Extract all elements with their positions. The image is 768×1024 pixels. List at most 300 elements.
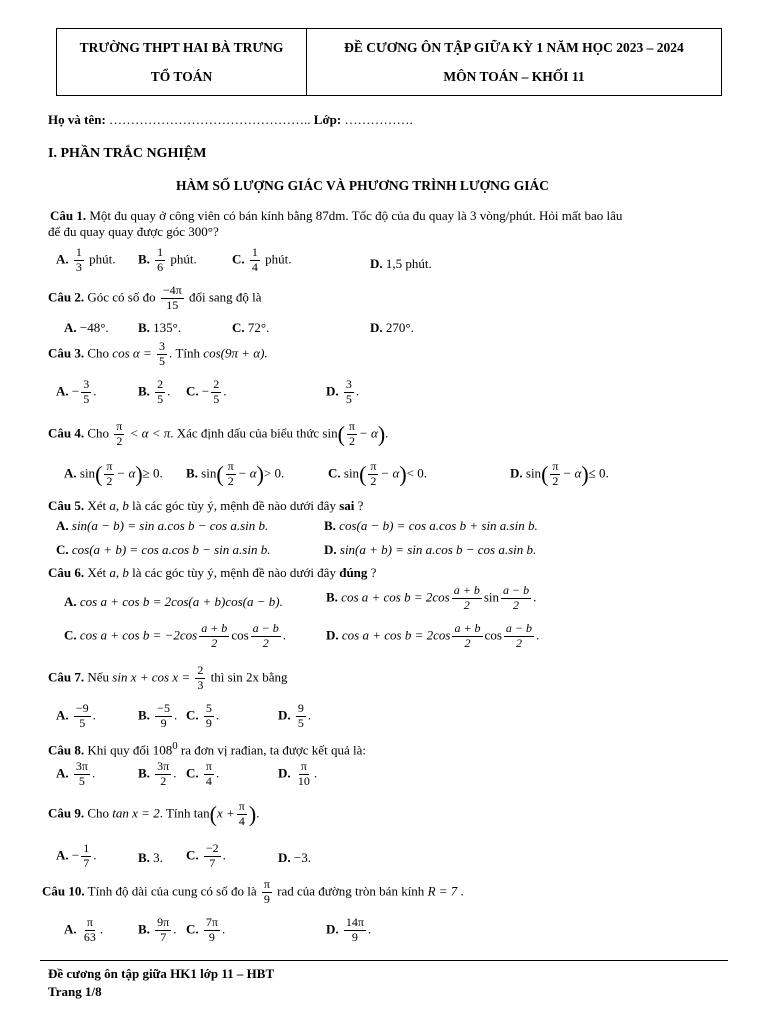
q8-option-b (138, 760, 176, 789)
option-letter: D. (326, 921, 339, 937)
denominator: 9 (205, 715, 212, 730)
fraction (74, 760, 90, 789)
q3-expr: cos α = (112, 345, 152, 361)
denominator: 4 (251, 259, 258, 274)
q8-option-c (186, 760, 219, 789)
q10-option-b (138, 916, 176, 945)
class-label: Lớp: (313, 112, 342, 127)
denominator: 5 (345, 391, 352, 406)
denominator: 15 (166, 297, 179, 312)
option-letter: B. (186, 465, 198, 481)
q5-option-c (56, 542, 270, 558)
q4-option-c: C. sin( $\frac{\pi}{2}$ − α)< 0. (328, 459, 427, 488)
option-text: −3. (293, 850, 311, 865)
fraction (82, 916, 98, 945)
q8-text: Khi quy đổi (87, 742, 150, 758)
dot: . (93, 383, 97, 399)
option-text: cos (484, 627, 502, 643)
q7-text: Nếu (87, 669, 110, 685)
school-name: TRƯỜNG THPT HAI BÀ TRƯNG (79, 39, 284, 55)
q8-option-d (278, 760, 317, 789)
numerator: 1 (157, 245, 164, 259)
q3-text: Cho (87, 345, 110, 361)
sign: − (71, 383, 80, 399)
option-letter: A. (56, 765, 69, 781)
numerator: π (263, 877, 270, 891)
q2-option-d (370, 320, 414, 336)
numerator: π (552, 459, 559, 473)
q9-option-d (278, 850, 311, 866)
numerator: π (86, 915, 93, 929)
q3-option-d (326, 378, 359, 407)
q5-option-a (56, 518, 268, 534)
q10-option-c (186, 916, 225, 945)
fraction (250, 246, 260, 275)
q7-option-c (186, 702, 219, 731)
numerator: a − b (503, 583, 530, 597)
fraction (155, 378, 165, 407)
fraction (347, 420, 357, 449)
fn: sin (343, 465, 360, 481)
comparison: ≤ 0. (588, 465, 609, 481)
q2-option-b (138, 320, 181, 336)
option-letter: C. (186, 847, 199, 863)
denominator: 5 (78, 773, 85, 788)
comparison: ≥ 0. (142, 465, 163, 481)
question-2 (48, 284, 262, 313)
q5-text: Xét (87, 498, 107, 513)
fraction (195, 664, 205, 693)
fraction (452, 584, 482, 613)
numerator: −2 (205, 841, 219, 855)
denominator: 5 (213, 391, 220, 406)
option-letter: A. (56, 847, 69, 863)
q7-text2: thì sin 2x bằng (210, 669, 288, 685)
fraction (296, 702, 306, 731)
option-text: −48°. (79, 320, 109, 335)
fraction (550, 460, 560, 489)
q6-qm: ? (370, 565, 377, 580)
footer-title: Đề cương ôn tập giữa HK1 lớp 11 – HBT (48, 966, 275, 981)
option-letter: B. (138, 383, 150, 399)
q2-option-a (64, 320, 109, 336)
denominator: 9 (160, 715, 167, 730)
option-letter: A. (64, 320, 77, 335)
q6-vars: a, b (109, 565, 129, 580)
dot: . (460, 883, 464, 899)
minus-alpha: − α (237, 465, 257, 481)
topic-heading: HÀM SỐ LƯỢNG GIÁC VÀ PHƯƠNG TRÌNH LƯỢNG GIÁC (176, 178, 550, 193)
q9-text2: . Tính (159, 805, 191, 821)
numerator: π (300, 759, 307, 773)
option-text: sin (483, 589, 499, 605)
fraction (368, 460, 378, 489)
q7-option-d (278, 702, 311, 731)
q5-option-d (324, 542, 536, 558)
dot: . (313, 765, 318, 781)
q7-option-b (138, 702, 177, 731)
q3-text2: . Tính (168, 345, 201, 361)
q4-option-a: A. sin( $\frac{\pi}{2}$ − α)≥ 0. (64, 459, 163, 488)
q9-option-a (56, 842, 96, 871)
numerator: 2 (213, 377, 220, 391)
q7-option-a (56, 702, 96, 731)
denominator: 2 (116, 433, 123, 448)
denominator: 9 (263, 891, 270, 906)
q3-expr2: cos(9π + α). (203, 345, 268, 361)
denominator: 2 (106, 473, 113, 488)
option-text: cos a + cos b = 2cos (341, 589, 450, 605)
q4-text2: . Xác định dấu của biểu thức (170, 425, 320, 441)
q1-option-a (56, 246, 116, 275)
option-text: sin(a + b) = sin a.cos b − cos a.sin b. (339, 542, 537, 557)
minus-alpha: − α (358, 425, 378, 441)
option-letter: D. (326, 627, 339, 643)
minus-alpha: − α (562, 465, 582, 481)
numerator: π (227, 459, 234, 473)
denominator: 10 (297, 773, 310, 788)
fraction (74, 702, 91, 731)
q6-text2: là các góc tùy ý, mệnh đề nào dưới đây (132, 565, 336, 580)
q9-label: Câu 9. (48, 805, 85, 821)
fraction (199, 622, 229, 651)
numerator: π (205, 759, 212, 773)
dot: . (173, 921, 177, 937)
fraction (211, 378, 221, 407)
fraction (104, 460, 114, 489)
q4-option-d: D. sin( $\frac{\pi}{2}$ − α)≤ 0. (510, 459, 609, 488)
question-3 (48, 340, 268, 369)
option-letter: D. (370, 256, 383, 271)
fraction (155, 702, 172, 731)
comparison: > 0. (263, 465, 285, 481)
q1-angle: 300°? (188, 224, 219, 239)
dot: . (99, 921, 104, 937)
numerator: −4π (162, 283, 182, 297)
fraction (157, 340, 167, 369)
question-10 (42, 878, 464, 907)
question-1 (50, 208, 622, 224)
q5-emphasis: sai (339, 498, 355, 513)
numerator: 1 (251, 245, 258, 259)
numerator: π (116, 419, 123, 433)
option-letter: A. (56, 383, 69, 399)
dot: . (536, 627, 540, 643)
numerator: 3 (83, 377, 90, 391)
q10-option-a (64, 916, 103, 945)
dot: . (282, 627, 287, 643)
class-dots: ……………. (344, 112, 413, 127)
q10-expr: R = 7 (427, 883, 458, 899)
department: TỔ TOÁN (150, 68, 213, 84)
q10-text: Tính độ dài của cung có số đo là (87, 883, 257, 899)
denominator: 7 (160, 929, 167, 944)
dot: . (215, 765, 220, 781)
q2-option-c (232, 320, 269, 336)
option-letter: B. (138, 320, 150, 335)
fraction (155, 916, 171, 945)
dot: . (355, 383, 360, 399)
q10-option-d (326, 916, 371, 945)
option-letter: B. (324, 518, 336, 533)
option-letter: B. (138, 707, 150, 723)
option-letter: D. (278, 707, 291, 723)
footer-divider (40, 960, 728, 961)
q7-expr: sin x + cos x = (112, 669, 191, 685)
option-letter: C. (186, 765, 199, 781)
dot: . (307, 707, 312, 723)
option-letter: D. (324, 542, 337, 557)
q4-text: Cho (87, 425, 110, 441)
dot: . (167, 383, 171, 399)
numerator: π (106, 459, 113, 473)
dot: . (256, 805, 260, 821)
q9-fn: tan (193, 805, 210, 821)
fraction (204, 842, 221, 871)
option-text: 3. (153, 850, 163, 865)
fraction (296, 760, 312, 789)
option-text: phút. (265, 251, 292, 267)
numerator: 1 (75, 245, 82, 259)
option-letter: D. (326, 383, 339, 399)
q2-label: Câu 2. (48, 289, 85, 305)
q8-degree-sup: 0 (172, 740, 178, 752)
q3-label: Câu 3. (48, 345, 85, 361)
option-letter: D. (370, 320, 383, 335)
dot: . (221, 921, 226, 937)
denominator: 5 (297, 715, 304, 730)
dot: . (173, 765, 177, 781)
numerator: 9 (297, 701, 304, 715)
option-letter: A. (56, 518, 69, 533)
q9-option-c (186, 842, 226, 871)
q9-expr: tan x = 2 (112, 805, 160, 821)
option-letter: A. (56, 707, 69, 723)
option-letter: C. (56, 542, 69, 557)
numerator: π (238, 799, 245, 813)
option-letter: A. (64, 921, 77, 937)
option-letter: C. (232, 251, 245, 267)
fraction (81, 842, 91, 871)
q8-option-a (56, 760, 95, 789)
q1-option-c (232, 246, 292, 275)
dot: . (222, 847, 226, 863)
q8-degree: 108 (152, 742, 173, 758)
q1-text2: để đu quay quay được góc (48, 224, 186, 239)
option-text: cos a + cos b = 2cos (341, 627, 451, 643)
fn: sin (79, 465, 96, 481)
denominator: 2 (227, 473, 234, 488)
numerator: π (348, 419, 355, 433)
option-letter: B. (138, 251, 150, 267)
q3-option-a (56, 378, 96, 407)
numerator: 5 (205, 701, 212, 715)
q7-label: Câu 7. (48, 669, 85, 685)
q6-option-b (326, 584, 536, 613)
option-letter: C. (328, 465, 341, 481)
q3-option-b (138, 378, 170, 407)
option-text: cos (231, 627, 249, 643)
header-table (56, 28, 722, 96)
page-number: Trang 1/8 (48, 984, 102, 999)
numerator: 3 (345, 377, 352, 391)
section-heading: I. PHẦN TRẮC NGHIỆM (48, 146, 207, 161)
option-letter: C. (232, 320, 245, 335)
q1-option-d (370, 256, 432, 272)
numerator: π (370, 459, 377, 473)
fraction (204, 916, 220, 945)
question-6 (48, 565, 376, 581)
option-letter: C. (64, 627, 77, 643)
numerator: 3 (158, 339, 165, 353)
numerator: a + b (201, 621, 228, 635)
denominator: 2 (370, 473, 377, 488)
q8-label: Câu 8. (48, 742, 85, 758)
q8-text2: ra đơn vị rađian, ta được kết quả là: (180, 742, 366, 758)
q9-x-plus: x + (217, 805, 235, 821)
denominator: 4 (238, 813, 245, 828)
numerator: 3π (75, 759, 88, 773)
denominator: 2 (348, 433, 355, 448)
denominator: 5 (83, 391, 90, 406)
q5-text2: là các góc tùy ý, mệnh đề nào dưới đây (132, 498, 336, 513)
numerator: a + b (454, 621, 481, 635)
student-info-line (48, 112, 413, 128)
numerator: 2 (197, 663, 204, 677)
numerator: 7π (205, 915, 218, 929)
sign: − (201, 383, 210, 399)
option-letter: C. (186, 707, 199, 723)
fraction (81, 378, 91, 407)
denominator: 2 (463, 597, 470, 612)
option-text: 270°. (385, 320, 414, 335)
q10-label: Câu 10. (42, 883, 85, 899)
dot: . (215, 707, 220, 723)
option-letter: B. (326, 589, 338, 605)
option-text: cos a + cos b = −2cos (79, 627, 198, 643)
numerator: a + b (453, 583, 480, 597)
q5-label: Câu 5. (48, 498, 85, 513)
q6-emphasis: đúng (339, 565, 368, 580)
question-9: Câu 9. Cho tan x = 2. Tính tan(x + $\frac{\pi}{4}$ ). (48, 799, 260, 828)
q10-text2: rad của đường tròn bán kính (277, 883, 425, 899)
fraction (161, 284, 184, 313)
denominator: 2 (513, 597, 520, 612)
fraction (501, 584, 531, 613)
option-text: cos(a + b) = cos a.cos b − sin a.sin b. (71, 542, 271, 557)
denominator: 7 (209, 855, 216, 870)
q4-inequality: < α < π (129, 425, 171, 441)
dot: . (92, 707, 96, 723)
q9-option-b (138, 850, 163, 866)
denominator: 2 (211, 635, 218, 650)
fraction (155, 246, 165, 275)
q1-option-b (138, 246, 197, 275)
dot: . (93, 847, 97, 863)
option-text: sin(a − b) = sin a.cos b − cos a.sin b. (71, 518, 269, 533)
fn: sin (201, 465, 217, 481)
header-right-cell (307, 29, 721, 95)
name-label: Họ và tên: (48, 112, 106, 127)
q6-option-d (326, 622, 539, 651)
fraction (504, 622, 534, 651)
fraction (251, 622, 281, 651)
q6-option-a (64, 594, 283, 610)
numerator: −5 (157, 701, 170, 715)
numerator: −9 (75, 701, 89, 715)
fraction (226, 460, 236, 489)
option-text: 1,5 phút. (385, 256, 432, 271)
denominator: 2 (262, 635, 269, 650)
q2-text2: đổi sang độ là (188, 289, 262, 305)
numerator: 14π (345, 915, 364, 929)
denominator: 6 (157, 259, 164, 274)
option-text: cos(a − b) = cos a.cos b + sin a.sin b. (339, 518, 538, 533)
dot: . (367, 921, 372, 937)
option-letter: A. (56, 251, 69, 267)
fraction (204, 702, 214, 731)
option-letter: B. (138, 921, 150, 937)
header-left-cell (57, 29, 307, 95)
q6-label: Câu 6. (48, 565, 85, 580)
option-letter: B. (138, 850, 150, 865)
option-text: cos a + cos b = 2cos(a + b)cos(a − b). (79, 594, 283, 609)
dot: . (173, 707, 178, 723)
sign: − (71, 847, 80, 863)
fn: sin (525, 465, 542, 481)
q1-text: Một đu quay ở công viên có bán kính bằng 87dm. Tốc độ của đu quay là 3 vòng/phút. Hỏi mất bao lâu (89, 208, 623, 223)
option-letter: D. (278, 765, 291, 781)
minus-alpha: − α (116, 465, 136, 481)
numerator: 3π (157, 759, 170, 773)
denominator: 5 (158, 353, 165, 368)
denominator: 9 (351, 929, 358, 944)
q2-text: Góc có số đo (87, 289, 156, 305)
numerator: a − b (252, 621, 279, 635)
denominator: 4 (205, 773, 212, 788)
fraction (114, 420, 124, 449)
q4-option-b: B. sin( $\frac{\pi}{2}$ − α)> 0. (186, 459, 285, 488)
option-letter: A. (64, 594, 77, 609)
document-title: ĐỀ CƯƠNG ÔN TẬP GIỮA KỲ 1 NĂM HỌC 2023 – 2024 (344, 39, 684, 55)
q5-vars: a, b (109, 498, 129, 513)
question-4: Câu 4. Cho $\frac{\pi}{2}$ < α < π. Xác định dấu của biểu thức sin( $\frac{\pi}{2}$ − α). (48, 419, 389, 448)
fraction (344, 378, 354, 407)
q1-label: Câu 1. (50, 208, 87, 223)
option-letter: D. (278, 850, 291, 865)
dot: . (223, 383, 227, 399)
q5-option-b (324, 518, 538, 534)
minus-alpha: − α (380, 465, 400, 481)
question-7 (48, 664, 288, 693)
comparison: < 0. (406, 465, 427, 481)
denominator: 2 (552, 473, 559, 488)
q4-fn: sin (322, 425, 338, 441)
question-8 (48, 740, 366, 758)
q4-label: Câu 4. (48, 425, 85, 441)
numerator: 1 (83, 841, 90, 855)
dot: . (533, 589, 537, 605)
fraction (452, 622, 482, 651)
fraction (74, 246, 84, 275)
numerator: a − b (505, 621, 532, 635)
option-letter: A. (64, 465, 77, 481)
numerator: 9π (157, 915, 170, 929)
q9-text: Cho (87, 805, 110, 821)
denominator: 5 (79, 715, 86, 730)
fraction (204, 760, 214, 789)
denominator: 2 (464, 635, 471, 650)
